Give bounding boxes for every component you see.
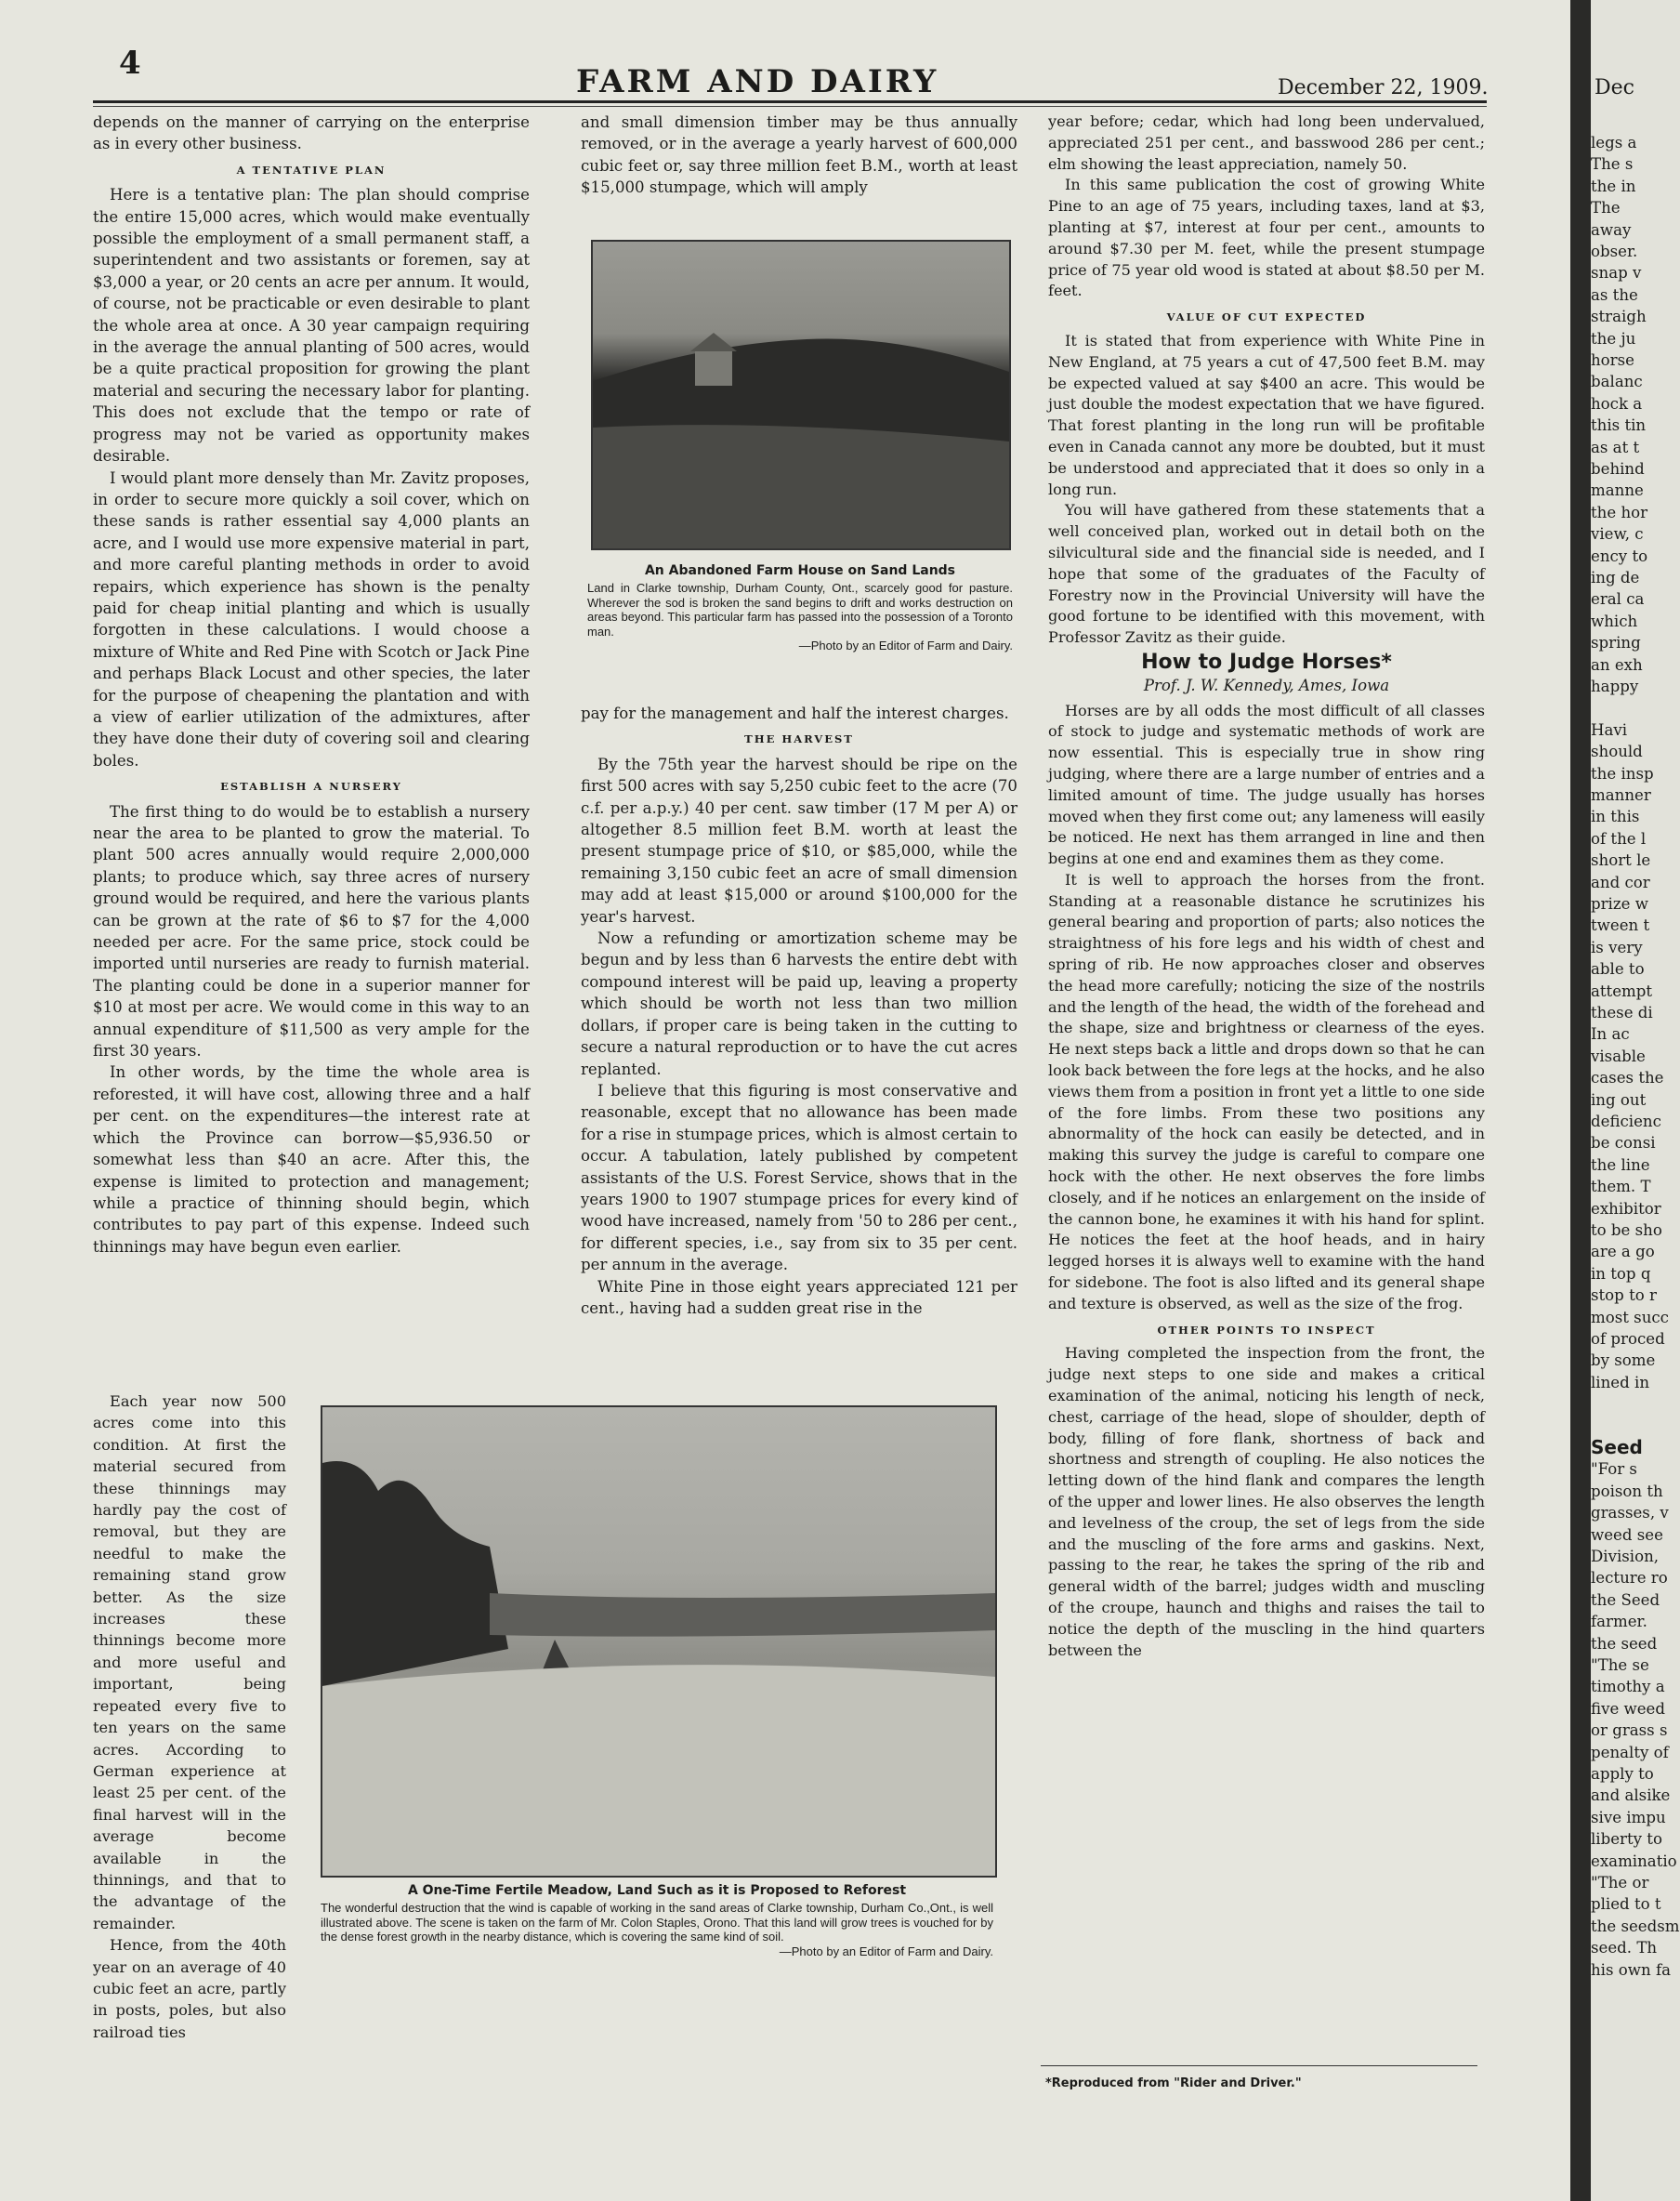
adjacent-page-line: visable xyxy=(1591,1047,1646,1065)
col2-paragraph: I believe that this figuring is most conservative and reasonable, except that no allowance has been made for a rise in stumpage prices, which is almost certain to occur. A tabulation, lately published by competent assistants of the U.S. Forest Service, shows that in the years 1900 to 1907 stumpage prices for every kind of wood have increased, namely from '50 to 286 per cent., for different species, i.e., say from six to 35 per cent. per annum in the average. xyxy=(581,1081,1017,1274)
adjacent-page-line: or grass s xyxy=(1591,1721,1668,1740)
adjacent-page-line: and cor xyxy=(1591,873,1650,891)
adjacent-page-line: plied to t xyxy=(1591,1895,1661,1914)
adjacent-page-line: the hor xyxy=(1591,503,1648,521)
adjacent-page-line: penalty of xyxy=(1591,1743,1669,1761)
adjacent-page-line: deficienc xyxy=(1591,1113,1661,1130)
adjacent-page-line: the ju xyxy=(1591,329,1636,348)
adjacent-page-line: seed. Th xyxy=(1591,1939,1658,1957)
adjacent-page-line: in this xyxy=(1591,808,1640,826)
adjacent-page-line: stop to r xyxy=(1591,1286,1657,1305)
photo1-caption-credit: —Photo by an Editor of Farm and Dairy. xyxy=(798,639,1013,652)
adjacent-page-line: horse xyxy=(1591,351,1634,369)
col2-paragraph: pay for the management and half the interest charges. xyxy=(581,705,1009,722)
adjacent-page-line: manner xyxy=(1591,786,1651,804)
adjacent-page-line: and alsike xyxy=(1591,1786,1671,1805)
column-3 xyxy=(1048,112,1485,1661)
adjacent-page-line: lecture ro xyxy=(1591,1569,1668,1588)
adjacent-page-line: obser. xyxy=(1591,243,1638,260)
col1-paragraph: Each year now 500 acres come into this condition. At first the material secured from these thinnings may hardly pay the cost of removal, but they are needful to make the remaining stand grow better. As the size increases these thinnings become more and more useful and important, being repeated every five to ten years on the same acres. According to German experience at least 25 per cent. of the final harvest will in the average become available in the thinnings, and that to the advantage of the remainder. xyxy=(93,1392,286,1932)
adjacent-page-line: behind xyxy=(1591,460,1645,478)
photo2-caption-credit: —Photo by an Editor of Farm and Dairy. xyxy=(779,1944,993,1958)
col1-paragraph: The first thing to do would be to establish a nursery near the area to be planted to grow the material. To plant 500 acres annually would require 2,000,000 plants; to produce which, say three acres of nursery ground would be required, and here the various plants can be grown at the rate of $6 to $7 for the 4,000 needed per acre. For the same price, stock could be imported until nurseries are ready to furnish material. The planting could be done in a superior manner for $10 at most per acre. We would come in this way to an annual expenditure of $11,500 as very ample for the first 30 years. xyxy=(93,802,530,1061)
col3-paragraph: It is well to approach the horses from the front. Standing at a reasonable distance he scrutinizes his general bearing and proportion of parts; also notices the straightness of his fore legs and his width of chest and spring of rib. He now approaches closer and observes the head more carefully; noticing the size of the nostrils and the length of the head, the width of the forehead and the shape, size and brightness or clearness of the eyes. He next steps back a little and drops down so that he can look back between the fore legs at the hocks, and he also views them from a position in front yet a little to one side of the fore limbs. From these two positions any abnormality of the hock can easily be detected, and in making this survey the judge is careful to compare one hock with the other. He next observes the fore limbs closely, and if he notices an enlargement on the inside of the cannon bone, he examines it with his hand for splint. He notices the feet at the hoof heads, and in hairy legged horses it is always well to examine with the hand for sidebone. The foot is also lifted and its general shape and texture is observed, as well as the size of the frog. xyxy=(1048,870,1485,1312)
issue-date: December 22, 1909. xyxy=(1278,76,1489,99)
adjacent-page-line: "For s xyxy=(1591,1460,1637,1479)
adjacent-page-line: as the xyxy=(1591,285,1638,304)
adjacent-page-line: view, c xyxy=(1591,525,1644,544)
col1-paragraph: In other words, by the time the whole area is reforested, it will have cost, allowing three and a half per cent. on the expenditures—the interest rate at which the Province can borrow—$5,936.50 or somewhat less than $40 an acre. After this, the expense is limited to protection and management; while a practice of thinning should begin, which contributes to pay part of this expense. Indeed such thinnings may have begun even earlier. xyxy=(93,1063,530,1256)
adjacent-page-line: Seed xyxy=(1591,1436,1643,1458)
col3-paragraph: Having completed the inspection from the front, the judge next steps to one side and makes a critical examination of the animal, noticing his length of neck, chest, carriage of the head, slope of shoulder, depth of body, filling of fore flank, shortness of back and shortness and strength of coupling. He also notices the letting down of the hind flank and compares the length of the upper and lower lines. He also observes the length and levelness of the croup, the set of legs from the side and the muscling of the fore arms and gaskins. Next, passing to the rear, he takes the spring of the rib and general width of the barrel; judges width and muscling of the croupe, haunch and thighs and raises the tail to notice the depth of the muscling in the hind quarters between the xyxy=(1048,1344,1485,1659)
adjacent-page-header: Dec xyxy=(1595,76,1634,99)
adjacent-page-line: ing out xyxy=(1591,1090,1647,1109)
adjacent-page-line: happy xyxy=(1591,678,1639,695)
adjacent-page-line: cases the xyxy=(1591,1069,1664,1087)
col3-paragraph: year before; cedar, which had long been undervalued, appreciated 251 per cent., and basswood 286 per cent.; elm showing the least appreciation, namely 50. xyxy=(1048,112,1485,173)
col3-heading-value: VALUE OF CUT EXPECTED xyxy=(1166,310,1367,324)
adjacent-page-line: straigh xyxy=(1591,308,1647,326)
photo1-caption xyxy=(587,563,1013,652)
col1-paragraph: Here is a tentative plan: The plan should comprise the entire 15,000 acres, which would make eventually possible the employment of a small permanent staff, a superintendent and two assistants or foremen, say at $3,000 a year, or 20 cents an acre per annum. It would, of course, not be practicable or even desirable to plant the whole area at once. A 30 year campaign requiring in the average the annual planting of 500 acres, would be a quite practical proposition for growing the plant material and securing the necessary labor for planting. This does not exclude that the tempo or rate of progress may not be varied as opportunity makes desirable. xyxy=(93,186,530,466)
adjacent-page-line: sive impu xyxy=(1591,1808,1666,1826)
column-2 xyxy=(581,112,1017,199)
adjacent-page-line: weed see xyxy=(1591,1525,1663,1544)
adjacent-page-line: examinatio xyxy=(1591,1852,1677,1870)
adjacent-page-line: in top q xyxy=(1591,1264,1651,1283)
adjacent-page-line: of the l xyxy=(1591,829,1647,848)
adjacent-page-line: this tin xyxy=(1591,416,1647,435)
col2-heading-harvest: THE HARVEST xyxy=(744,732,854,746)
adjacent-page-line: poison th xyxy=(1591,1482,1663,1500)
adjacent-page-line: ency to xyxy=(1591,547,1648,565)
column-1 xyxy=(93,112,530,1258)
adjacent-page-fragment xyxy=(1591,0,1680,2201)
article-byline: Prof. J. W. Kennedy, Ames, Iowa xyxy=(1143,676,1390,694)
col2-paragraph: By the 75th year the harvest should be ripe on the first 500 acres with say 5,250 cubic feet to the acre (70 c.f. per a.p.y.) 40 per cent. saw timber (17 M per A) or altogether 8.5 million feet B.M. worth at least the present stumpage price of $10, or $85,000, while the remaining 3,150 cubic feet an acre of small dimension may add at least $15,000 or around $100,000 for the year's harvest. xyxy=(581,755,1017,926)
adjacent-page-line: attempt xyxy=(1591,982,1653,1000)
adjacent-page-line: the seedsm xyxy=(1591,1917,1680,1935)
adjacent-page-line: legs a xyxy=(1591,134,1637,152)
col1-intro: depends on the manner of carrying on the enterprise as in every other business. xyxy=(93,113,530,153)
column-1-narrow xyxy=(93,1390,286,2043)
col1-paragraph: I would plant more densely than Mr. Zavitz proposes, in order to secure more quickly a soil cover, which on these sands is rather essential say 4,000 plants an acre, and I would use more expensive material in part, and more careful planting methods in order to avoid repairs, which experience has shown is the penalty paid for cheap initial planting and which is usually forgotten in these calculations. I would choose a mixture of White and Red Pine with Scotch or Jack Pine and perhaps Black Locust and other species, the later for the purpose of cheapening the plantation and with a view of earlier utilization of the admixtures, after they have done their duty of covering soil and clearing boles. xyxy=(93,468,531,770)
col1-heading-nursery: ESTABLISH A NURSERY xyxy=(220,780,402,794)
article-title-how-to-judge-horses: How to Judge Horses* xyxy=(1141,650,1392,674)
adjacent-page-line: five weed xyxy=(1591,1699,1666,1718)
col3-paragraph: Horses are by all odds the most difficult of all classes of stock to judge and systematic methods of work are now essential. This is especially true in show ring judging, where there are a large number of entries and a limited amount of time. The judge usually has horses moved when they first come out; any lameness will easily be noticed. He next has them arranged in line and then begins at one end and examines them as they come. xyxy=(1048,701,1485,868)
masthead-title: FARM AND DAIRY xyxy=(576,63,939,100)
photo2-caption-title: A One-Time Fertile Meadow, Land Such as it is Proposed to Reforest xyxy=(407,1883,907,1898)
adjacent-page-line: them. T xyxy=(1591,1178,1651,1196)
adjacent-page-line: are a go xyxy=(1591,1243,1655,1261)
adjacent-page-line: which xyxy=(1591,612,1638,630)
adjacent-page-line: hock a xyxy=(1591,394,1643,413)
footnote-rule xyxy=(1041,2065,1477,2066)
adjacent-page-line: able to xyxy=(1591,960,1645,979)
adjacent-page-line: The s xyxy=(1591,155,1634,174)
col2-paragraph: Now a refunding or amortization scheme may be begun and by less than 6 harvests the entire debt with compound interest will be paid up, leaving a property which should be worth not less than two million dollars, if proper care is being taken in the cutting to secure a natural reproduction or to have the cut acres replanted. xyxy=(581,929,1017,1078)
adjacent-page-line: In ac xyxy=(1591,1025,1630,1044)
header-rule xyxy=(93,100,1487,103)
fertile-meadow-photo xyxy=(321,1405,997,1878)
adjacent-page-line: Division, xyxy=(1591,1548,1660,1565)
adjacent-page-line: to be sho xyxy=(1591,1221,1662,1239)
adjacent-page-line: liberty to xyxy=(1591,1830,1662,1849)
adjacent-page-line: eral ca xyxy=(1591,590,1645,609)
adjacent-page-line: The xyxy=(1591,199,1621,217)
adjacent-page-line: spring xyxy=(1591,634,1641,652)
adjacent-page-line: balanc xyxy=(1591,373,1643,391)
adjacent-page-line: tween t xyxy=(1591,916,1650,935)
adjacent-page-line: is very xyxy=(1591,938,1643,956)
adjacent-page-line: away xyxy=(1591,220,1632,239)
col3-heading-other-points: OTHER POINTS TO INSPECT xyxy=(1157,1323,1376,1337)
page-number: 4 xyxy=(119,45,141,82)
adjacent-page-line: "The se xyxy=(1591,1656,1649,1674)
photo1-caption-text: Land in Clarke township, Durham County, Ont., scarcely good for pasture. Wherever the sod is broken the sand begins to drift and works destruction on areas beyond. This particular farm has passed into the possession of a Toronto man. xyxy=(587,581,1013,639)
adjacent-page-line: the in xyxy=(1591,177,1636,195)
adjacent-page-line: grasses, v xyxy=(1591,1504,1669,1522)
column-2-lower xyxy=(581,703,1017,1319)
col2-paragraph: and small dimension timber may be thus annually removed, or in the average a yearly harvest of 600,000 cubic feet or, say three million feet B.M., worth at least $15,000 stumpage, which will amply xyxy=(581,113,1017,197)
col3-paragraph: You will have gathered from these statements that a well conceived plan, worked out in detail both on the silvicultural side and the financial side is needed, and I hope that some of the graduates of the Faculty of Forestry now in the Provincial University will have the good fortune to be identified with this movement, with Professor Zavitz as their guide. xyxy=(1048,501,1485,647)
photo2-caption xyxy=(321,1883,993,1958)
col3-paragraph: In this same publication the cost of growing White Pine to an age of 75 years, including taxes, land at $3, planting at $7, interest at four per cent., amounts to around $7.30 per M. feet, while the present stumpage price of 75 year old wood is stated at about $8.50 per M. feet. xyxy=(1048,176,1485,300)
adjacent-page-line: by some xyxy=(1591,1351,1656,1370)
adjacent-page-line: short le xyxy=(1591,851,1651,870)
col3-paragraph: It is stated that from experience with White Pine in New England, at 75 years a cut of 47,500 feet B.M. may be expected valued at say $400 an acre. This would be just double the modest expectation that we have figured. That forest planting in the long run will be profitable even in Canada cannot any more be doubted, but it must be understood and appreciated that it does so only in a long run. xyxy=(1048,331,1485,498)
adjacent-page-line: the Seed xyxy=(1591,1590,1660,1609)
adjacent-page-line: should xyxy=(1591,743,1643,761)
col1-heading-tentative-plan: A TENTATIVE PLAN xyxy=(236,163,387,177)
adjacent-page-line: lined in xyxy=(1591,1373,1650,1391)
adjacent-page-line: snap v xyxy=(1591,264,1642,283)
adjacent-page-line: these di xyxy=(1591,1004,1653,1021)
adjacent-page-line: the line xyxy=(1591,1155,1650,1174)
adjacent-page-line: the seed xyxy=(1591,1634,1658,1653)
abandoned-farm-house-photo xyxy=(591,240,1011,550)
adjacent-page-line: the insp xyxy=(1591,764,1654,783)
adjacent-page-line: Havi xyxy=(1591,720,1628,739)
adjacent-page-line: prize w xyxy=(1591,895,1648,913)
page-gutter xyxy=(1570,0,1591,2201)
adjacent-page-line: an exh xyxy=(1591,655,1643,674)
photo1-caption-title: An Abandoned Farm House on Sand Lands xyxy=(644,563,956,578)
header-rule-thin xyxy=(93,106,1487,107)
adjacent-page-line: ing de xyxy=(1591,569,1640,586)
adjacent-page-line: most succ xyxy=(1591,1308,1669,1326)
adjacent-page-line: apply to xyxy=(1591,1765,1654,1783)
adjacent-page-line: timothy a xyxy=(1591,1678,1665,1696)
col1-paragraph: Hence, from the 40th year on an average of 40 cubic feet an acre, partly in posts, poles, but also railroad ties xyxy=(93,1936,286,2041)
footnote: *Reproduced from "Rider and Driver." xyxy=(1045,2076,1302,2090)
col2-paragraph: White Pine in those eight years appreciated 121 per cent., having had a sudden great rise in the xyxy=(581,1277,1017,1317)
photo2-caption-text: The wonderful destruction that the wind is capable of working in the sand areas of Clarke township, Durham Co.,Ont., is well illustrated above. The scene is taken on the farm of Mr. Colon Staples, Orono. That this land will grow trees is vouched for by the dense forest growth in the nearby distance, which is covering the same kind of soil. xyxy=(321,1901,993,1944)
farm-house-illustration-icon xyxy=(593,242,1009,548)
adjacent-page-line: be consi xyxy=(1591,1134,1656,1153)
adjacent-page-line: exhibitor xyxy=(1591,1199,1661,1218)
adjacent-page-line: as at t xyxy=(1591,438,1640,456)
adjacent-page-line: "The or xyxy=(1591,1874,1649,1891)
adjacent-page-line: farmer. xyxy=(1591,1613,1647,1631)
adjacent-page-line: of proced xyxy=(1591,1330,1665,1348)
meadow-illustration-icon xyxy=(322,1407,995,1876)
adjacent-page-line: manne xyxy=(1591,481,1644,500)
adjacent-page-line: his own fa xyxy=(1591,1960,1671,1979)
